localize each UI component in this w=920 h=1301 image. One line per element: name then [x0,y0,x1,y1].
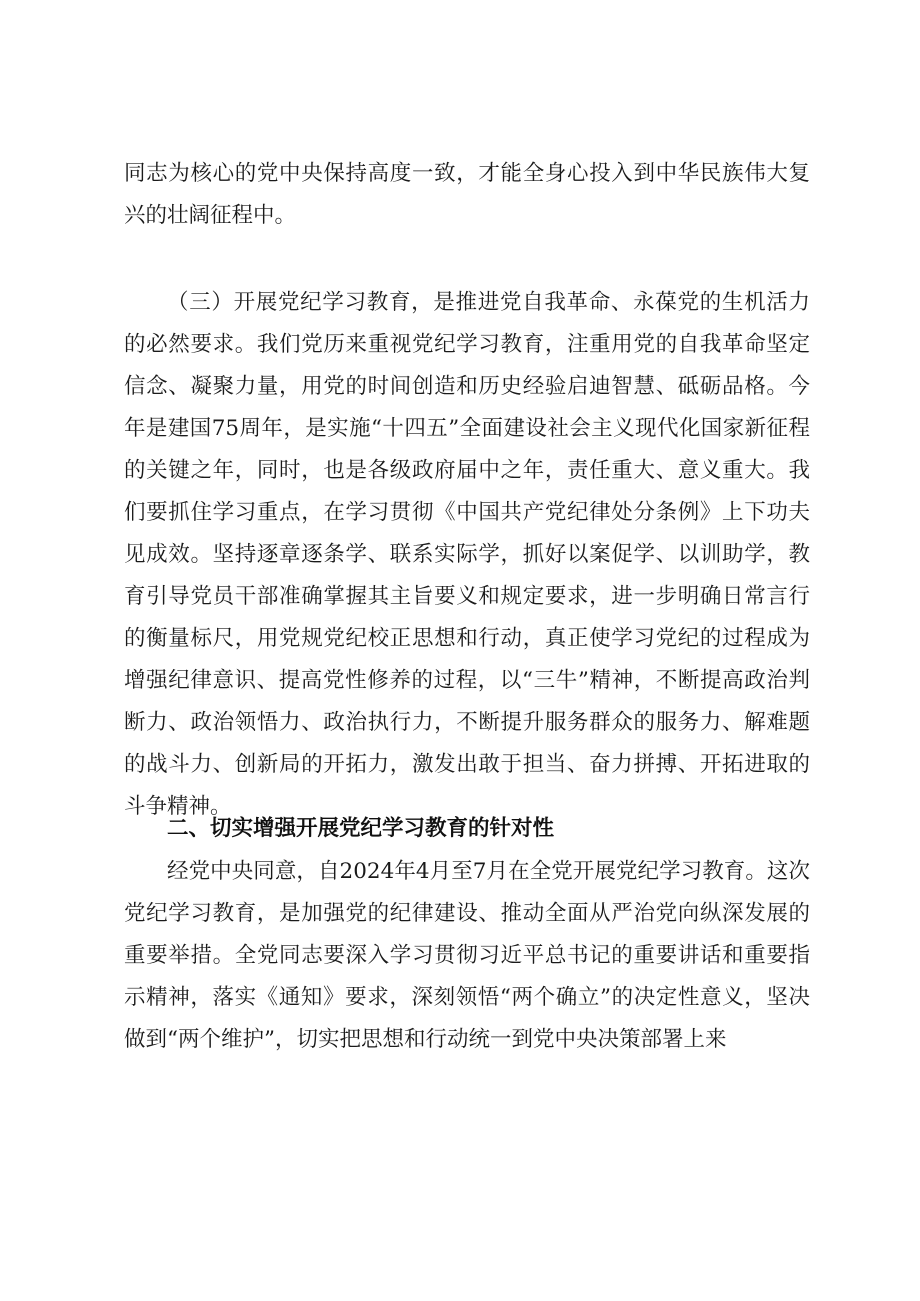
paragraph-three: （三）开展党纪学习教育，是推进党自我革命、永葆党的生机活力的必然要求。我们党历来重视党纪学习教育，注重用党的自我革命坚定信念、凝聚力量，用党的时间创造和历史经验启迪智慧、砥砺品格。今年是建国75周年，是实施“十四五”全面建设社会主义现代化国家新征程的关键之年，同时，也是各级政府届中之年，责任重大、意义重大。我们要抓住学习重点，在学习贯彻《中国共产党纪律处分条例》上下功夫见成效。坚持逐章逐条学、联系实际学，抓好以案促学、以训助学，教育引导党员干部准确掌握其主旨要义和规定要求，进一步明确日常言行的衡量标尺，用党规党纪校正思想和行动，真正使学习党纪的过程成为增强纪律意识、提高党性修养的过程，以“三牛”精神，不断提高政治判断力、政治领悟力、政治执行力，不断提升服务群众的服务力、解难题的战斗力、创新局的开拓力，激发出敢于担当、奋力拼搏、开拓进取的斗争精神。 [124,290,810,819]
section-heading: 二、切实增强开展党纪学习教育的针对性 [167,816,555,841]
paragraph-section-two: 经党中央同意，自2024年4月至7月在全党开展党纪学习教育。这次党纪学习教育，是加强党的纪律建设、推动全面从严治党向纵深发展的重要举措。全党同志要深入学习贯彻习近平总书记的重要讲话和重要指示精神，落实《通知》要求，深刻领悟“两个确立”的决定性意义，坚决做到“两个维护”，切实把思想和行动统一到党中央决策部署上来 [124,859,810,1052]
paragraph-continuation: 同志为核心的党中央保持高度一致，才能全身心投入到中华民族伟大复兴的壮阔征程中。 [124,161,810,228]
